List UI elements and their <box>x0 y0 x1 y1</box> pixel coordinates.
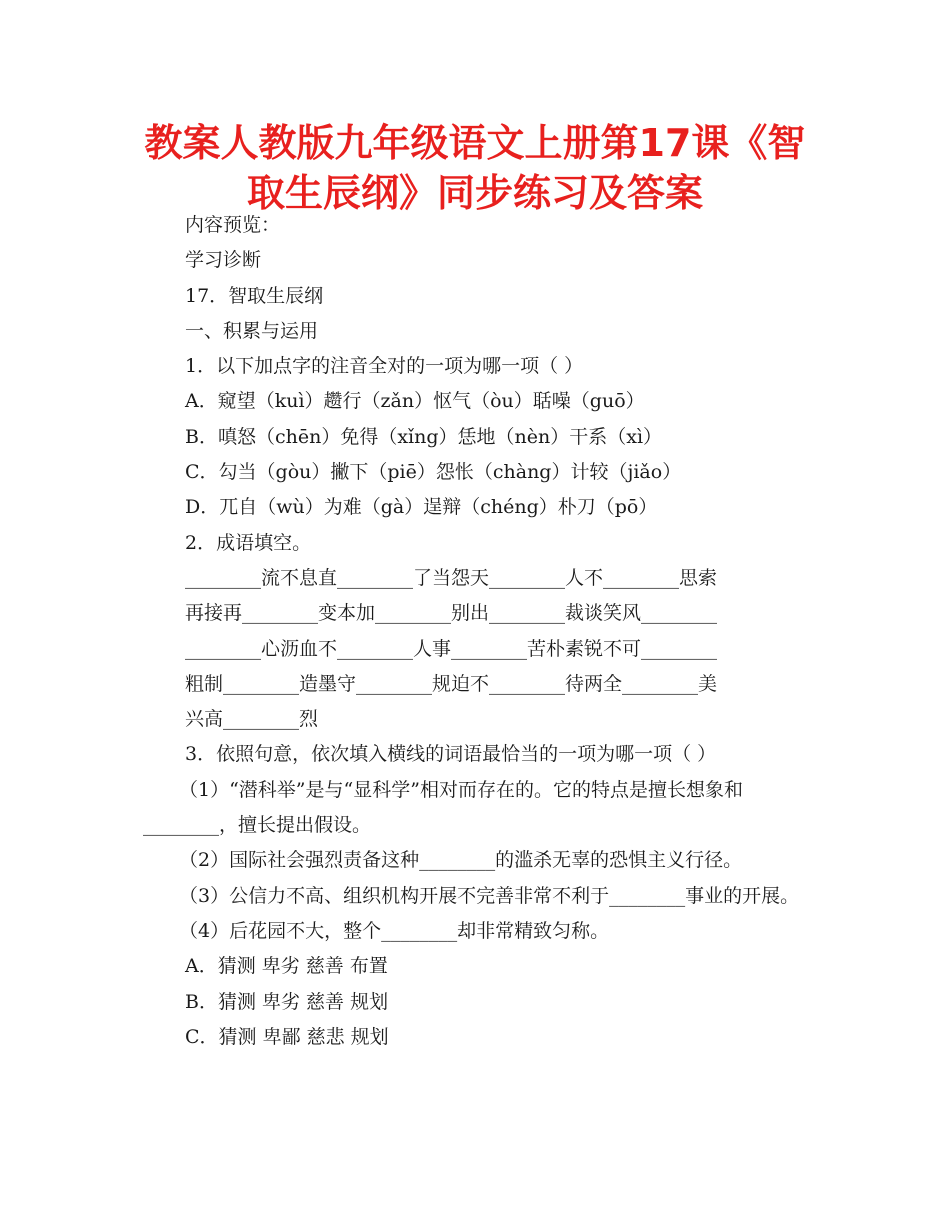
question-1: 1．以下加点字的注音全对的一项为哪一项（ ） <box>185 355 584 378</box>
lesson-heading: 17．智取生辰纲 <box>185 284 324 307</box>
idiom-row: ________心沥血不________人事________苦朴素锐不可________ <box>185 637 718 660</box>
question-3: 3．依照句意，依次填入横线的词语最恰当的一项为哪一项（ ） <box>185 743 717 766</box>
option-a: A．猜测 卑劣 慈善 布置 <box>185 955 388 978</box>
idiom-row: 再接再________变本加________别出________裁谈笑风________ <box>185 602 718 625</box>
sentence-3: （3）公信力不高、组织机构开展不完善非常不利于________事业的开展。 <box>179 884 800 907</box>
idiom-row: ________流不息直________了当怨天________人不________思索 <box>185 566 718 589</box>
sentence-1: （1）“潜科举”是与“显科学”相对而存在的。它的特点是擅长想象和________，擅长提出假设。 <box>143 778 743 837</box>
option-c: C．勾当（gòu）撇下（piē）怨怅（chàng）计较（jiǎo） <box>185 461 682 484</box>
option-b: B．嗔怒（chēn）免得（xǐng）恁地（nèn）干系（xì） <box>185 425 663 448</box>
sentence-2: （2）国际社会强烈责备这种________的滥杀无辜的恐惧主义行径。 <box>179 849 743 872</box>
option-a: A．窥望（kuì）趱行（zǎn）怄气（òu）聒噪（guō） <box>185 390 645 413</box>
document-title: 教案人教版九年级语文上册第17课《智取生辰纲》同步练习及答案 <box>144 121 806 215</box>
part-heading: 一、积累与运用 <box>185 319 319 342</box>
question-2: 2．成语填空。 <box>185 531 312 554</box>
preview-label: 内容预览： <box>185 214 281 236</box>
idiom-row: 兴高________烈 <box>185 708 319 731</box>
sentence-4: （4）后花园不大，整个________却非常精致匀称。 <box>179 919 610 942</box>
option-b: B．猜测 卑劣 慈善 规划 <box>185 990 389 1013</box>
option-d: D．兀自（wù）为难（gà）逞辩（chéng）朴刀（pō） <box>185 496 658 519</box>
option-c: C．猜测 卑鄙 慈悲 规划 <box>185 1025 389 1048</box>
section-heading: 学习诊断 <box>185 249 262 272</box>
document-body <box>143 208 815 1055</box>
idiom-row: 粗制________造墨守________规迫不________待两全________美 <box>185 672 718 695</box>
